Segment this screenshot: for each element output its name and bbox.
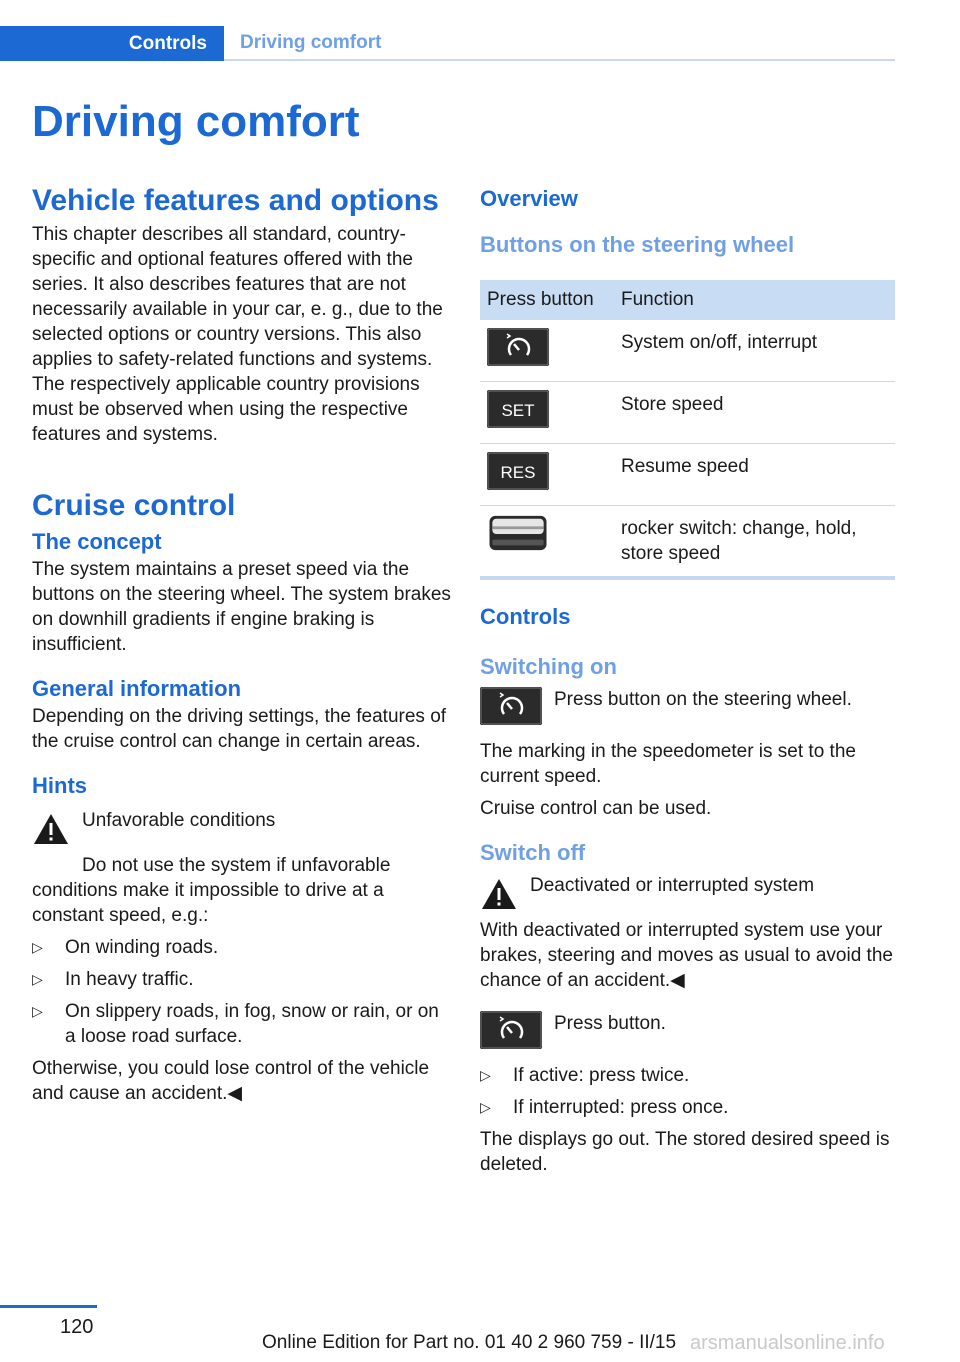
press-button-instruction: Press button. <box>554 1013 666 1034</box>
vehicle-features-body: This chapter describes all standard, country-specific and optional features offered with the series. It also describes features that are not necessarily available in your car, e. g., due to the selected options or country versions. This also applies to safety-related functions and systems. The respectively applicable country provisions must be observed when using the respective features and systems. <box>32 224 443 445</box>
buttons-heading: Buttons on the steering wheel <box>480 232 795 257</box>
switching-on-heading: Switching on <box>480 654 617 679</box>
cruise-control-button-icon <box>480 687 542 725</box>
concept-heading: The concept <box>32 529 162 554</box>
switching-on-instruction: Press button on the steering wheel. <box>554 689 852 710</box>
right-column <box>480 180 895 1177</box>
cruise-control-button-icon <box>487 328 549 366</box>
switching-on-p1: The marking in the speedometer is set to the current speed. <box>480 741 856 787</box>
buttons-table <box>480 280 895 580</box>
press-button-row <box>480 1011 895 1049</box>
footer-rule <box>0 1305 97 1308</box>
switch-off-heading: Switch off <box>480 840 586 865</box>
overview-heading: Overview <box>480 186 578 211</box>
function-cell: Resume speed <box>614 444 895 506</box>
table-row <box>480 320 895 382</box>
switching-on-p2: Cruise control can be used. <box>480 798 712 819</box>
page-number: 120 <box>60 1316 94 1338</box>
list-item: ▷ On winding roads. <box>32 937 219 958</box>
closing-text: The displays go out. The stored desired speed is deleted. <box>480 1129 890 1175</box>
list-item: ▷ On slippery roads, in fog, snow or rain, or on a loose road surface. <box>32 1001 439 1047</box>
warning-body: With deactivated or interrupted system use your brakes, steering and moves as usual to avoid the chance of an accident.◀ <box>480 920 893 991</box>
svg-text:RES: RES <box>500 463 536 482</box>
page-title: Driving comfort <box>32 97 360 146</box>
table-row <box>480 382 895 444</box>
table-row <box>480 506 895 579</box>
table-row <box>480 444 895 506</box>
function-cell: System on/off, interrupt <box>614 320 895 382</box>
conditions-list <box>32 935 452 1049</box>
controls-heading: Controls <box>480 604 571 629</box>
table-header-row <box>480 280 895 320</box>
left-column <box>32 180 452 1106</box>
svg-text:SET: SET <box>501 401 535 420</box>
column-header: Press button <box>480 280 614 320</box>
warning-triangle-icon <box>480 877 518 911</box>
general-info-body: Depending on the driving settings, the features of the cruise control can change in certain areas. <box>32 706 447 752</box>
list-item: ▷ In heavy traffic. <box>32 969 194 990</box>
press-list <box>480 1063 895 1120</box>
warning-body-first: Do not use the system if unfavorable <box>82 855 391 876</box>
general-info-heading: General information <box>32 676 242 701</box>
warning-block <box>480 873 895 911</box>
watermark: arsmanualsonline.info <box>690 1332 885 1354</box>
warning-title: Deactivated or interrupted system <box>530 875 815 896</box>
switching-on-row <box>480 687 895 725</box>
list-item: ▷ If interrupted: press once. <box>480 1097 729 1118</box>
edition-text: Online Edition for Part no. 01 40 2 960 759 - II/15 <box>262 1332 677 1353</box>
section-tab: Controls <box>0 26 224 61</box>
set-button-icon <box>487 390 549 428</box>
cruise-control-button-icon <box>480 1011 542 1049</box>
hints-heading: Hints <box>32 773 87 798</box>
chapter-tab: Driving comfort <box>224 26 895 61</box>
warning-triangle-icon <box>32 812 70 846</box>
closing-warning: Otherwise, you could lose control of the vehicle and cause an accident.◀ <box>32 1058 430 1104</box>
list-item: ▷ If active: press twice. <box>480 1065 690 1086</box>
concept-body: The system maintains a preset speed via the buttons on the steering wheel. The system brakes on downhill gradients if engine braking is insufficient. <box>32 559 451 655</box>
function-cell: Store speed <box>614 382 895 444</box>
warning-block <box>32 808 452 846</box>
cruise-control-heading: Cruise control <box>32 489 236 522</box>
rocker-switch-icon <box>487 514 549 552</box>
column-header: Function <box>614 280 895 320</box>
warning-title: Unfavorable conditions <box>82 810 276 831</box>
res-button-icon <box>487 452 549 490</box>
function-cell: rocker switch: change, hold, store speed <box>614 506 895 579</box>
warning-body: conditions make it impossible to drive at a constant speed, e.g.: <box>32 880 384 926</box>
vehicle-features-heading: Vehicle features and options <box>32 184 439 217</box>
